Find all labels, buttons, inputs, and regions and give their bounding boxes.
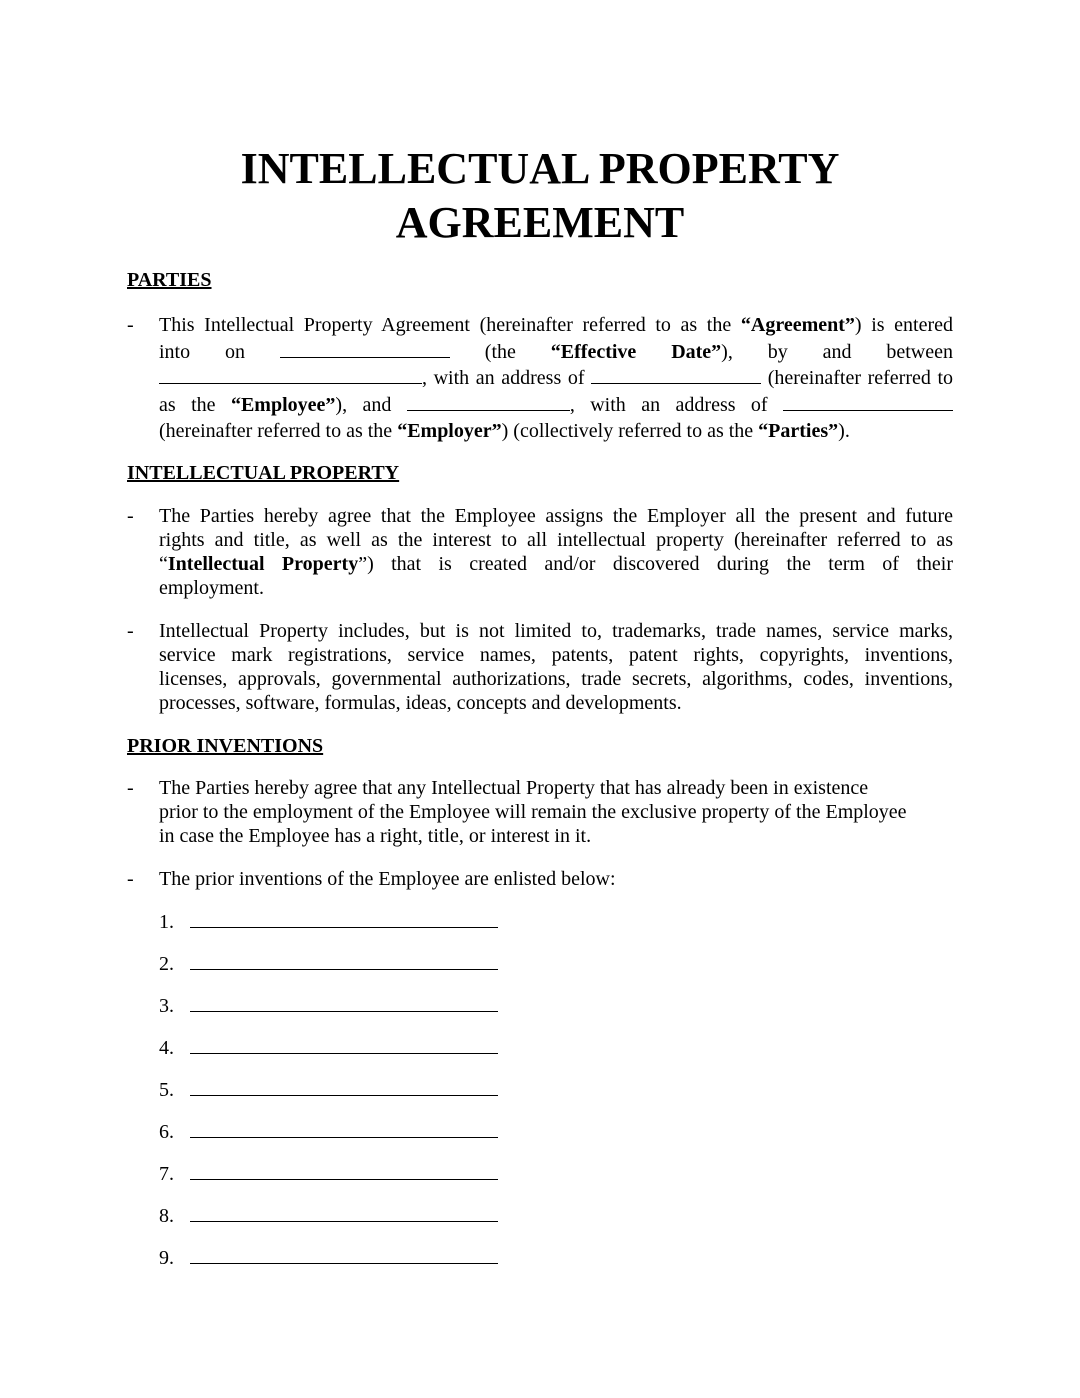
document-title: [127, 142, 953, 250]
bullet-dash: -: [127, 868, 134, 890]
prior-invention-field[interactable]: [190, 1077, 498, 1096]
parties-line-1: This Intellectual Property Agreement (hereinafter referred to as the “Agreement”) is entered: [159, 314, 954, 336]
prior-invention-row: 9.: [159, 1245, 498, 1269]
employee-address-field[interactable]: [591, 365, 761, 384]
prior-invention-row: 8.: [159, 1203, 498, 1227]
prior-invention-field[interactable]: [190, 909, 498, 928]
parties-line-2: into on (the “Effective Date”), by and between: [159, 340, 954, 363]
employee-term: “Employee”: [230, 393, 336, 416]
prior-inventions-heading: PRIOR INVENTIONS: [127, 735, 324, 757]
prior-invention-field[interactable]: [190, 1203, 498, 1222]
ip-heading: INTELLECTUAL PROPERTY: [127, 462, 400, 484]
parties-line-5: (hereinafter referred to as the “Employer”) (collectively referred to as the “Parties”).: [159, 420, 850, 442]
prior-invention-row: 3.: [159, 993, 498, 1017]
parties-term: “Parties”: [758, 420, 839, 442]
prior-invention-row: 6.: [159, 1119, 498, 1143]
prior-invention-field[interactable]: [190, 1119, 498, 1138]
bullet-dash: -: [127, 620, 134, 642]
bullet-dash: -: [127, 314, 134, 336]
prior-invention-field[interactable]: [190, 951, 498, 970]
prior-invention-row: 7.: [159, 1161, 498, 1185]
bullet-dash: -: [127, 505, 134, 527]
parties-line-3: , with an address of (hereinafter referred to: [159, 365, 953, 392]
prior-invention-field[interactable]: [190, 1035, 498, 1054]
intellectual-property-term: Intellectual Property: [167, 553, 359, 575]
parties-heading: PARTIES: [127, 269, 212, 291]
effective-date-field[interactable]: [280, 339, 450, 358]
prior-invention-field[interactable]: [190, 993, 498, 1012]
title-line-1: INTELLECTUAL PROPERTY: [240, 144, 840, 193]
agreement-term: “Agreement”: [740, 314, 855, 336]
bullet-dash: -: [127, 777, 134, 799]
title-line-2: AGREEMENT: [395, 198, 685, 247]
prior-invention-field[interactable]: [190, 1161, 498, 1180]
prior-invention-row: 5.: [159, 1077, 498, 1101]
effective-date-term: Date”: [671, 340, 722, 363]
prior-invention-field[interactable]: [190, 1245, 498, 1264]
prior-invention-row: 4.: [159, 1035, 498, 1059]
document-page: INTELLECTUAL PROPERTY AGREEMENT PARTIES - This Intellectual Property Agreement (hereinafter referred to as the “Agreement”) is entered into on (the “Effective Date”), by and between , with an address of (hereinafter referred to as the “Employee”), and , with an address of (hereinafter referred to as the “Employer”) (collectively referred to as the “Parties”). INTELLECTUAL PROPERTY - The Parties hereby agree that the Employee assigns the Employer all the present and future rights and title, as well as the interest to all intellectual property (hereinafter referred to as “Intellectual Property”) that is created and/or discovered during the term of their employment. - Intellectual Property includes, but is not limited to, trademarks, trade names, service marks, service mark registrations, service names, patents, patent rights, copyrights, inventions, licenses, approvals, governmental authorizations, trade secrets, algorithms, codes, inventions, processes, software, formulas, ideas, concepts and developments. PRIOR INVENTIONS - The Parties hereby agree that any Intellectual Property that has already been in existence prior to the employment of the Employee will remain the exclusive property of the Employee in case the Employee has a right, title, or interest in it. - The prior inventions of the Employee are enlisted below: 1. 2. 3. 4. 5. 6. 7. 8. 9.: [127, 144, 954, 1269]
employer-address-field[interactable]: [783, 392, 953, 411]
prior-invention-row: 1.: [159, 909, 498, 933]
parties-line-4: as the “Employee”), and , with an address of: [159, 392, 953, 419]
employee-name-field[interactable]: [159, 365, 422, 384]
employer-name-field[interactable]: [407, 392, 570, 411]
employer-term: “Employer”: [397, 420, 502, 442]
prior-invention-row: 2.: [159, 951, 498, 975]
